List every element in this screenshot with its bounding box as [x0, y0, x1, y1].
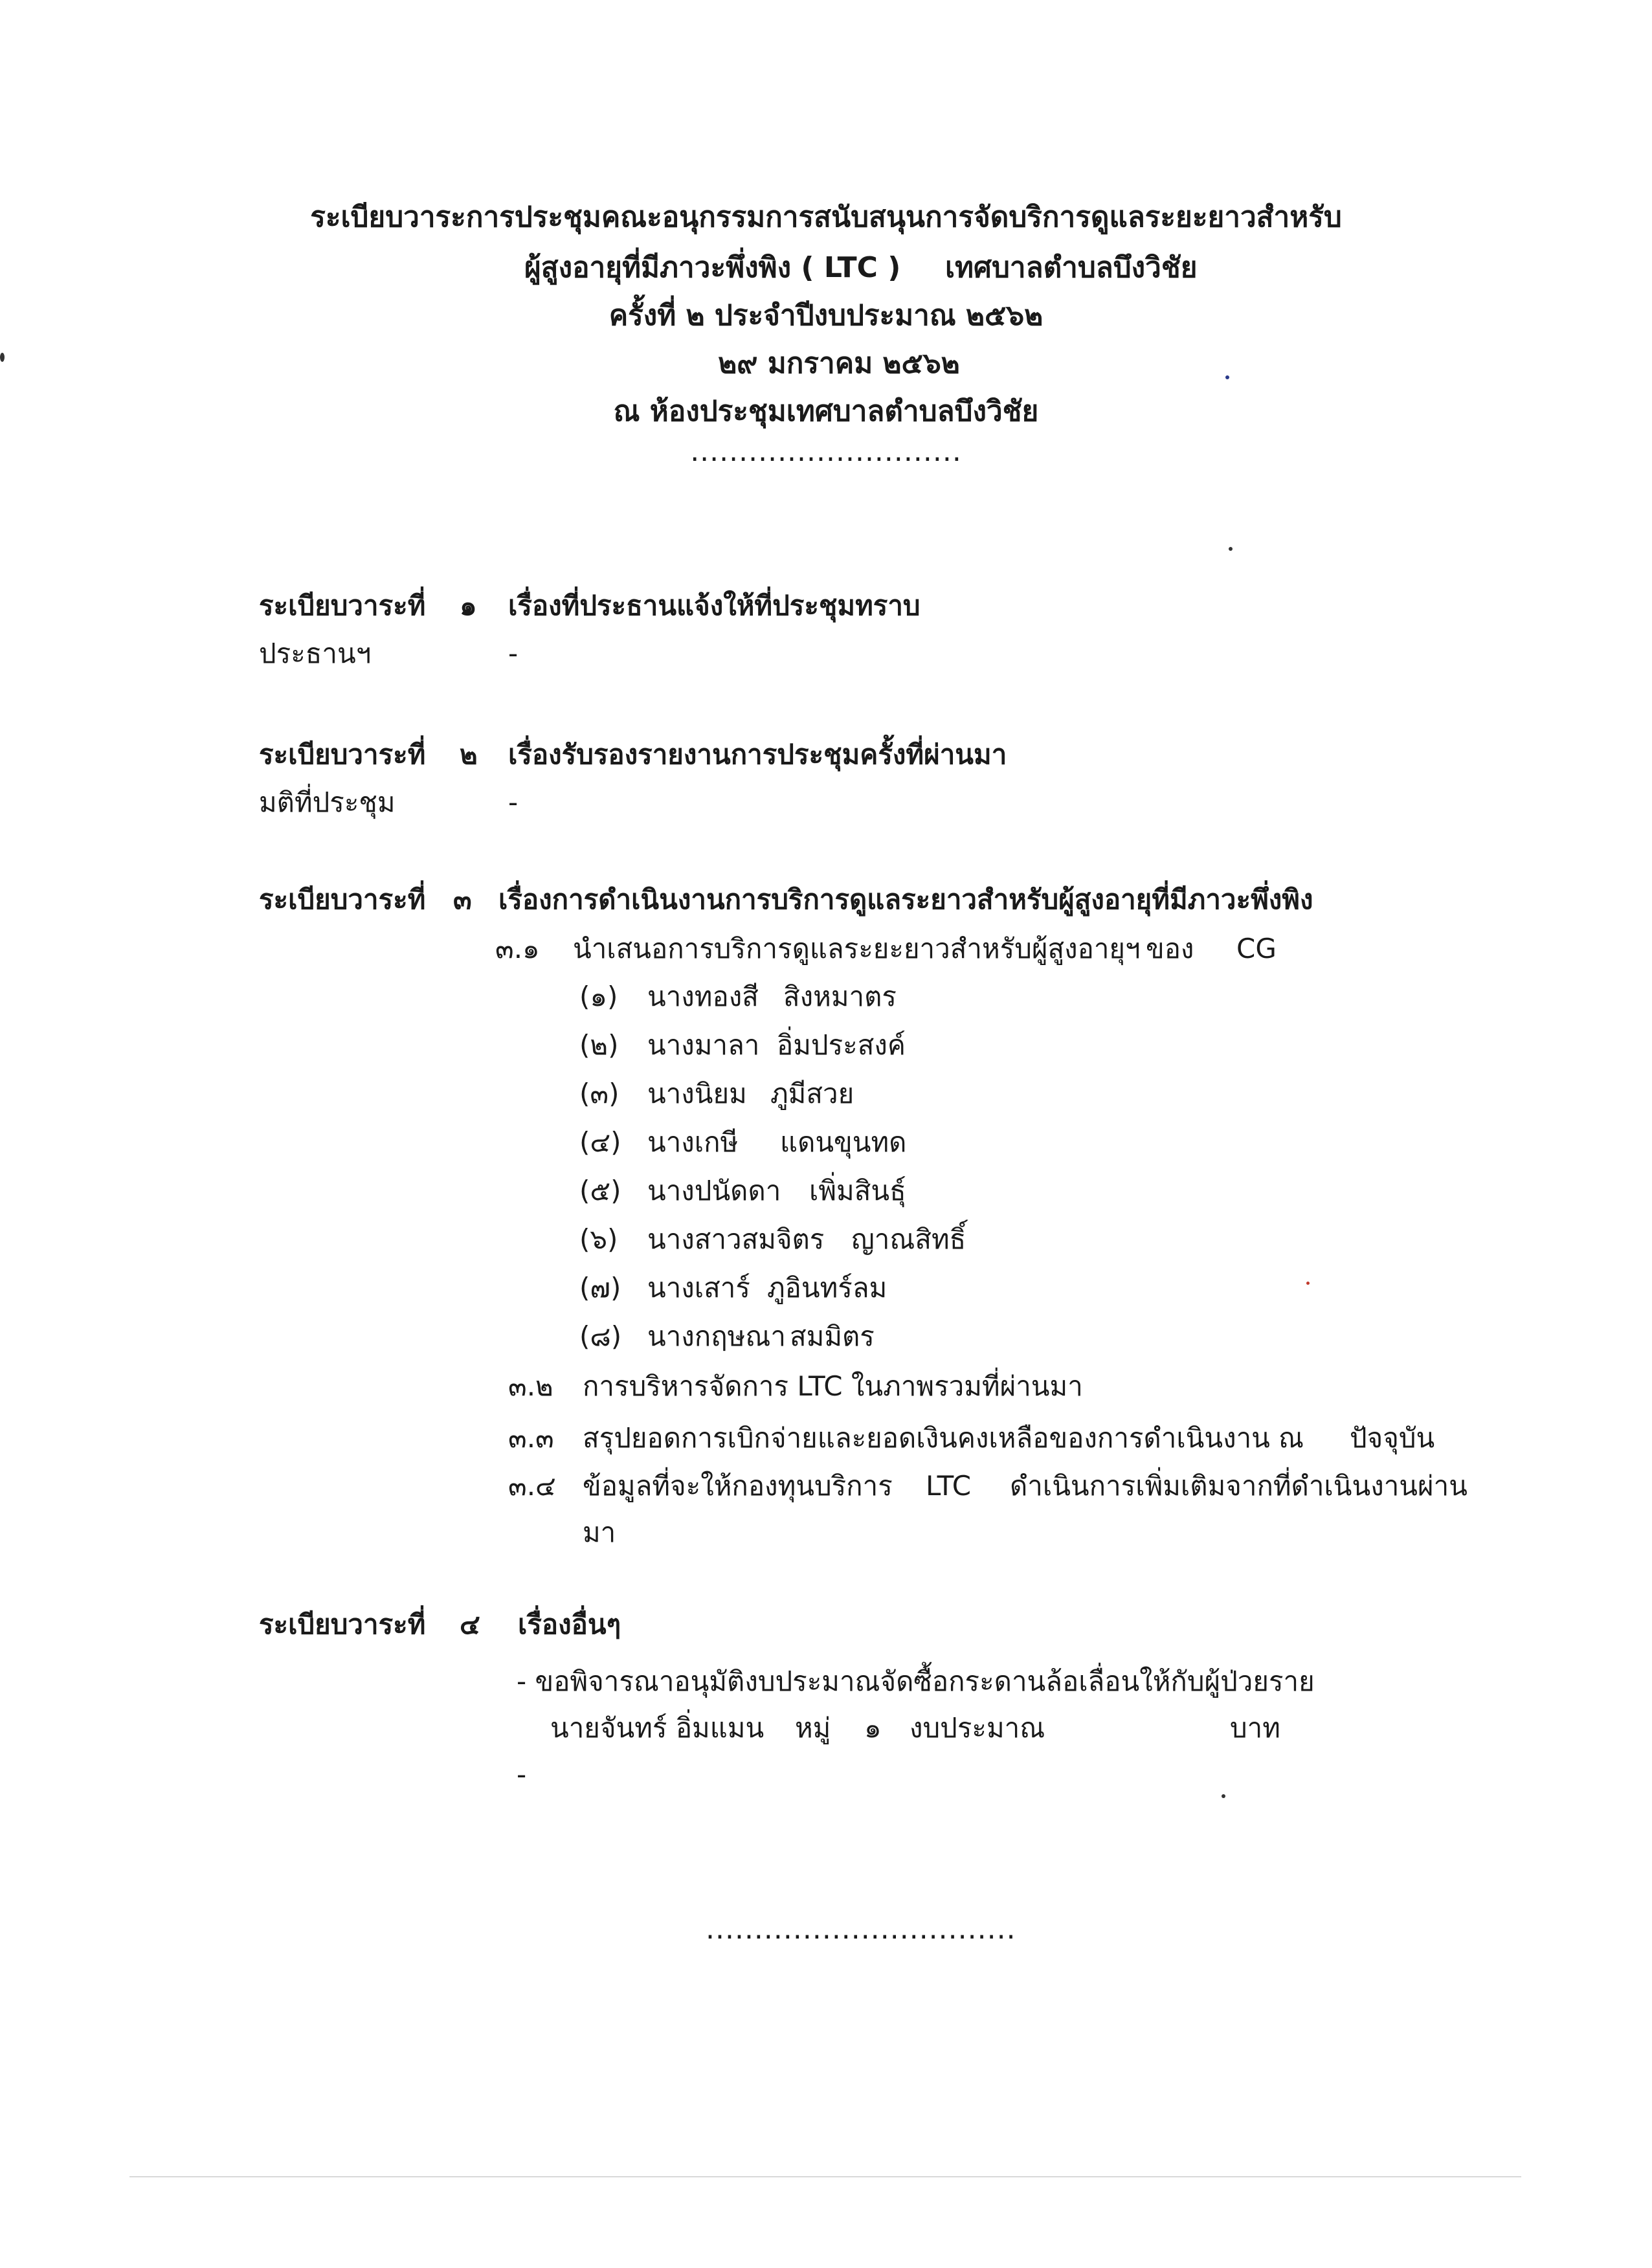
agenda-4-bullet-1-budget-label: งบประมาณ — [910, 1712, 1045, 1744]
person-number: (๕) — [579, 1175, 621, 1206]
person-number: (๘) — [579, 1320, 622, 1352]
agenda-2-sub-value: - — [508, 786, 519, 818]
header-line-3: ครั้งที่ ๒ ประจำปีงบประมาณ ๒๕๖๒ — [608, 299, 1044, 332]
agenda-1-number: ๑ — [460, 590, 477, 621]
agenda-4-bullet-1-currency: บาท — [1230, 1712, 1280, 1744]
person-number: (๖) — [579, 1223, 618, 1255]
agenda-1-sub-value: - — [508, 638, 519, 669]
agenda-4-bullet-1: - ขอพิจารณาอนุมัติงบประมาณจัดซื้อกระดานล้อเลื่อนให้กับผู้ป่วยราย — [517, 1665, 1315, 1697]
agenda-4-bullet-1-village-label: หมู่ — [795, 1712, 831, 1744]
agenda-2-sub-label: มติที่ประชุม — [259, 786, 396, 818]
item-3-4-text-a: ข้อมูลที่จะให้กองทุนบริการ — [583, 1470, 893, 1502]
person-number: (๗) — [579, 1272, 621, 1304]
person-number: (๓) — [579, 1078, 620, 1109]
person-surname: สิงหมาตร — [783, 981, 897, 1012]
agenda-4-label: ระเบียบวาระที่ — [259, 1608, 426, 1640]
item-3-4-number: ๓.๔ — [508, 1470, 556, 1502]
agenda-1-label: ระเบียบวาระที่ — [259, 590, 426, 621]
person-name: นางทองสี — [647, 981, 759, 1012]
header-separator: ............................ — [690, 435, 962, 468]
agenda-4-number: ๔ — [460, 1608, 480, 1640]
item-3-1-text: นำเสนอการบริการดูแลระยะยาวสำหรับผู้สูงอายุฯ — [573, 933, 1141, 964]
agenda-2-number: ๒ — [460, 739, 478, 770]
person-surname: เพิ่มสินธุ์ — [809, 1175, 906, 1206]
agenda-3-label: ระเบียบวาระที่ — [259, 884, 426, 915]
person-name: นางสาวสมจิตร — [647, 1223, 825, 1255]
item-3-3-number: ๓.๓ — [508, 1422, 554, 1454]
agenda-1-sub-label: ประธานฯ — [259, 638, 372, 669]
header-line-2-left: ผู้สูงอายุที่มีภาวะพึ่งพิง ( LTC ) — [524, 251, 901, 284]
item-3-1-suffix-a: ของ — [1146, 933, 1194, 964]
scan-speck — [0, 353, 5, 362]
person-name: นางเสาร์ — [647, 1272, 750, 1304]
person-surname: ภูอินทร์ลม — [767, 1272, 887, 1304]
item-3-3-text: สรุปยอดการเบิกจ่ายและยอดเงินคงเหลือของการดำเนินงาน — [583, 1422, 1270, 1454]
item-3-2-number: ๓.๒ — [508, 1370, 553, 1402]
agenda-4-bullet-1-village-number: ๑ — [864, 1712, 882, 1744]
person-name: นางกฤษณา — [647, 1320, 786, 1352]
person-surname: อิ่มประสงค์ — [777, 1029, 906, 1061]
agenda-3-title: เรื่องการดำเนินงานการบริการดูแลระยาวสำหรับผู้สูงอายุที่มีภาวะพึ่งพิง — [498, 884, 1313, 915]
agenda-4-bullet-2: - — [517, 1759, 527, 1790]
header-line-4: ๒๙ มกราคม ๒๕๖๒ — [718, 347, 960, 380]
scan-line — [129, 2176, 1521, 2177]
footer-separator: ................................ — [706, 1913, 1016, 1946]
item-3-1-number: ๓.๑ — [495, 933, 540, 964]
item-3-3-suffix-a: ณ — [1278, 1422, 1304, 1454]
person-surname: ภูมีสวย — [770, 1078, 854, 1109]
item-3-2-text: การบริหารจัดการ LTC ในภาพรวมที่ผ่านมา — [583, 1370, 1083, 1402]
agenda-1-title: เรื่องที่ประธานแจ้งให้ที่ประชุมทราบ — [508, 590, 921, 621]
item-3-4-text-cont: มา — [583, 1517, 616, 1548]
person-surname: แดนขุนทด — [780, 1126, 907, 1158]
item-3-4-text-b: LTC — [926, 1470, 972, 1502]
scan-speck — [1225, 375, 1229, 379]
person-number: (๑) — [579, 981, 618, 1012]
person-name: นางนิยม — [647, 1078, 747, 1109]
person-number: (๔) — [579, 1126, 621, 1158]
header-line-2-right: เทศบาลตำบลบึงวิชัย — [945, 251, 1198, 284]
person-surname: สมมิตร — [790, 1320, 875, 1352]
scan-speck — [1222, 1794, 1225, 1798]
person-name: นางเกษี — [647, 1126, 739, 1158]
scan-speck — [1306, 1282, 1310, 1285]
agenda-2-label: ระเบียบวาระที่ — [259, 739, 426, 770]
item-3-3-suffix-b: ปัจจุบัน — [1350, 1422, 1435, 1454]
agenda-4-bullet-1-name: นายจันทร์ อิ่มแมน — [550, 1712, 765, 1744]
agenda-2-title: เรื่องรับรองรายงานการประชุมครั้งที่ผ่านมา — [508, 739, 1007, 770]
scan-speck — [1229, 547, 1233, 551]
item-3-4-text-c: ดำเนินการเพิ่มเติมจากที่ดำเนินงานผ่าน — [1010, 1470, 1468, 1502]
person-name: นางมาลา — [647, 1029, 760, 1061]
item-3-1-suffix-b: CG — [1236, 933, 1277, 964]
header-line-5: ณ ห้องประชุมเทศบาลตำบลบึงวิชัย — [613, 395, 1039, 428]
agenda-4-title: เรื่องอื่นๆ — [518, 1608, 621, 1640]
person-surname: ญาณสิทธิ์ — [851, 1223, 966, 1255]
header-line-1: ระเบียบวาระการประชุมคณะอนุกรรมการสนับสนุนการจัดบริการดูแลระยะยาวสำหรับ — [310, 201, 1342, 234]
agenda-3-number: ๓ — [453, 884, 472, 915]
person-number: (๒) — [579, 1029, 619, 1061]
person-name: นางปนัดดา — [647, 1175, 781, 1206]
